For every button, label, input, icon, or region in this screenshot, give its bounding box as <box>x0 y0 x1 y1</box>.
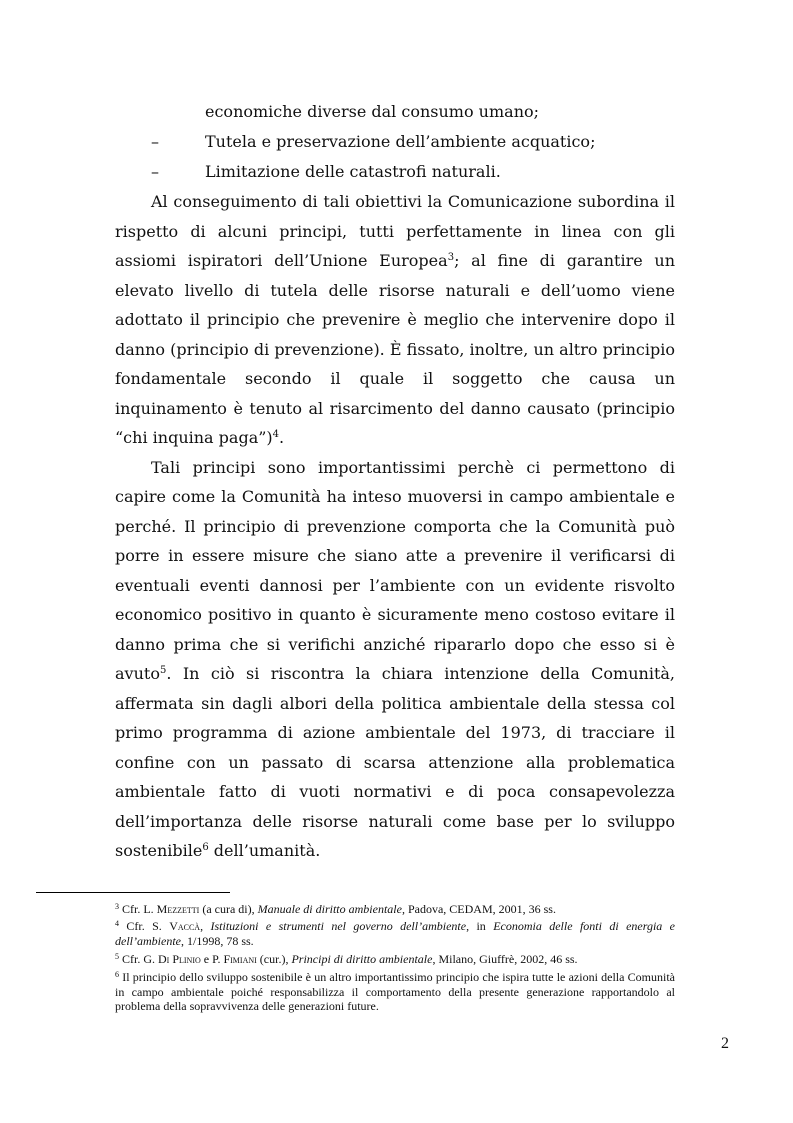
text-line: Tali principi sono importantissimi perchè ci permettono di <box>151 458 675 477</box>
text-line: perché. Il principio di prevenzione comporta che la Comunità può <box>115 517 675 536</box>
text-line: eventuali eventi dannosi per l’ambiente con un evidente risvolto <box>115 576 675 595</box>
bullet-dash: – <box>151 162 159 181</box>
text-line: adottato il principio che prevenire è meglio che intervenire dopo il <box>115 310 675 329</box>
text-line: elevato livello di tutela delle risorse naturali e dell’uomo viene <box>115 281 675 300</box>
text-line: ambientale fatto di vuoti normativi e di poca consapevolezza <box>115 782 675 801</box>
text-line: economiche diverse dal consumo umano; <box>205 102 540 121</box>
text-line: rispetto di alcuni principi, tutti perfettamente in linea con gli <box>115 222 675 241</box>
text-line: avuto$^5$. In ciò si riscontra la chiara intenzione della Comunità, <box>115 664 675 683</box>
bullet-item: Limitazione delle catastrofi naturali. <box>205 162 501 181</box>
text-line: “chi inquina paga”)$^4$. <box>115 428 285 447</box>
footnote-5: $^5$ Cfr. G. Di Plinio e P. Fimiani (cur.), Principi di diritto ambientale, Milano, Giuffrè, 2002, 46 ss. <box>115 952 578 966</box>
text-line: capire come la Comunità ha inteso muoversi in campo ambientale e <box>115 487 675 506</box>
footnote-ref-6[interactable]: 6 <box>202 842 209 853</box>
text-line: primo programma di azione ambientale del 1973, di tracciare il <box>115 723 675 742</box>
footnote-ref-3[interactable]: 3 <box>447 252 455 263</box>
bullet-item: Tutela e preservazione dell’ambiente acquatico; <box>205 132 596 151</box>
text-line: dell’importanza delle risorse naturali come base per lo sviluppo <box>115 812 675 831</box>
footnote-4: $^4$ Cfr. S. Vaccà, Istituzioni e strumenti nel governo dell’ambiente, in Economia delle fonti di energia e dell’ambiente, 1/1998, 78 ss. <box>115 919 675 948</box>
text-line: economico positivo in quanto è sicuramente meno costoso evitare il <box>115 605 675 624</box>
footnote-ref-4[interactable]: 4 <box>272 429 280 440</box>
text-line: affermata sin dagli albori della politica ambientale della stessa col <box>115 694 675 713</box>
text-line: fondamentale secondo il quale il soggetto che causa un <box>115 369 675 388</box>
text-line: danno (principio di prevenzione). È fissato, inoltre, un altro principio <box>115 340 675 359</box>
text-line: confine con un passato di scarsa attenzione alla problematica <box>115 753 675 772</box>
footnote-separator <box>36 892 230 893</box>
text-line: Al conseguimento di tali obiettivi la Comunicazione subordina il <box>151 192 675 211</box>
page-number: 2 <box>721 1035 729 1052</box>
text-line: porre in essere misure che siano atte a prevenire il verificarsi di <box>115 546 675 565</box>
footnote-ref-5[interactable]: 5 <box>159 665 167 676</box>
text-line: assiomi ispiratori dell’Unione Europea$^3$; al fine di garantire un <box>115 251 675 270</box>
bullet-dash: – <box>151 132 159 151</box>
footnote-6: $^6$ Il principio dello sviluppo sostenibile è un altro importantissimo principio che ispira tutte le azioni della Comunità in campo ambientale poiché responsabilizza il comportamento della presente generazione rapportandolo al problema della sopravvivenza delle generazioni future. <box>115 970 676 1014</box>
text-line: danno prima che si verifichi anziché ripararlo dopo che esso si è <box>115 635 675 654</box>
text-line: inquinamento è tenuto al risarcimento del danno causato (principio <box>115 399 675 418</box>
text-line: sostenibile$^6$ dell’umanità. <box>115 841 321 860</box>
footnote-3: $^3$ Cfr. L. Mezzetti (a cura di), Manuale di diritto ambientale, Padova, CEDAM, 2001, 36 ss. <box>115 902 556 916</box>
